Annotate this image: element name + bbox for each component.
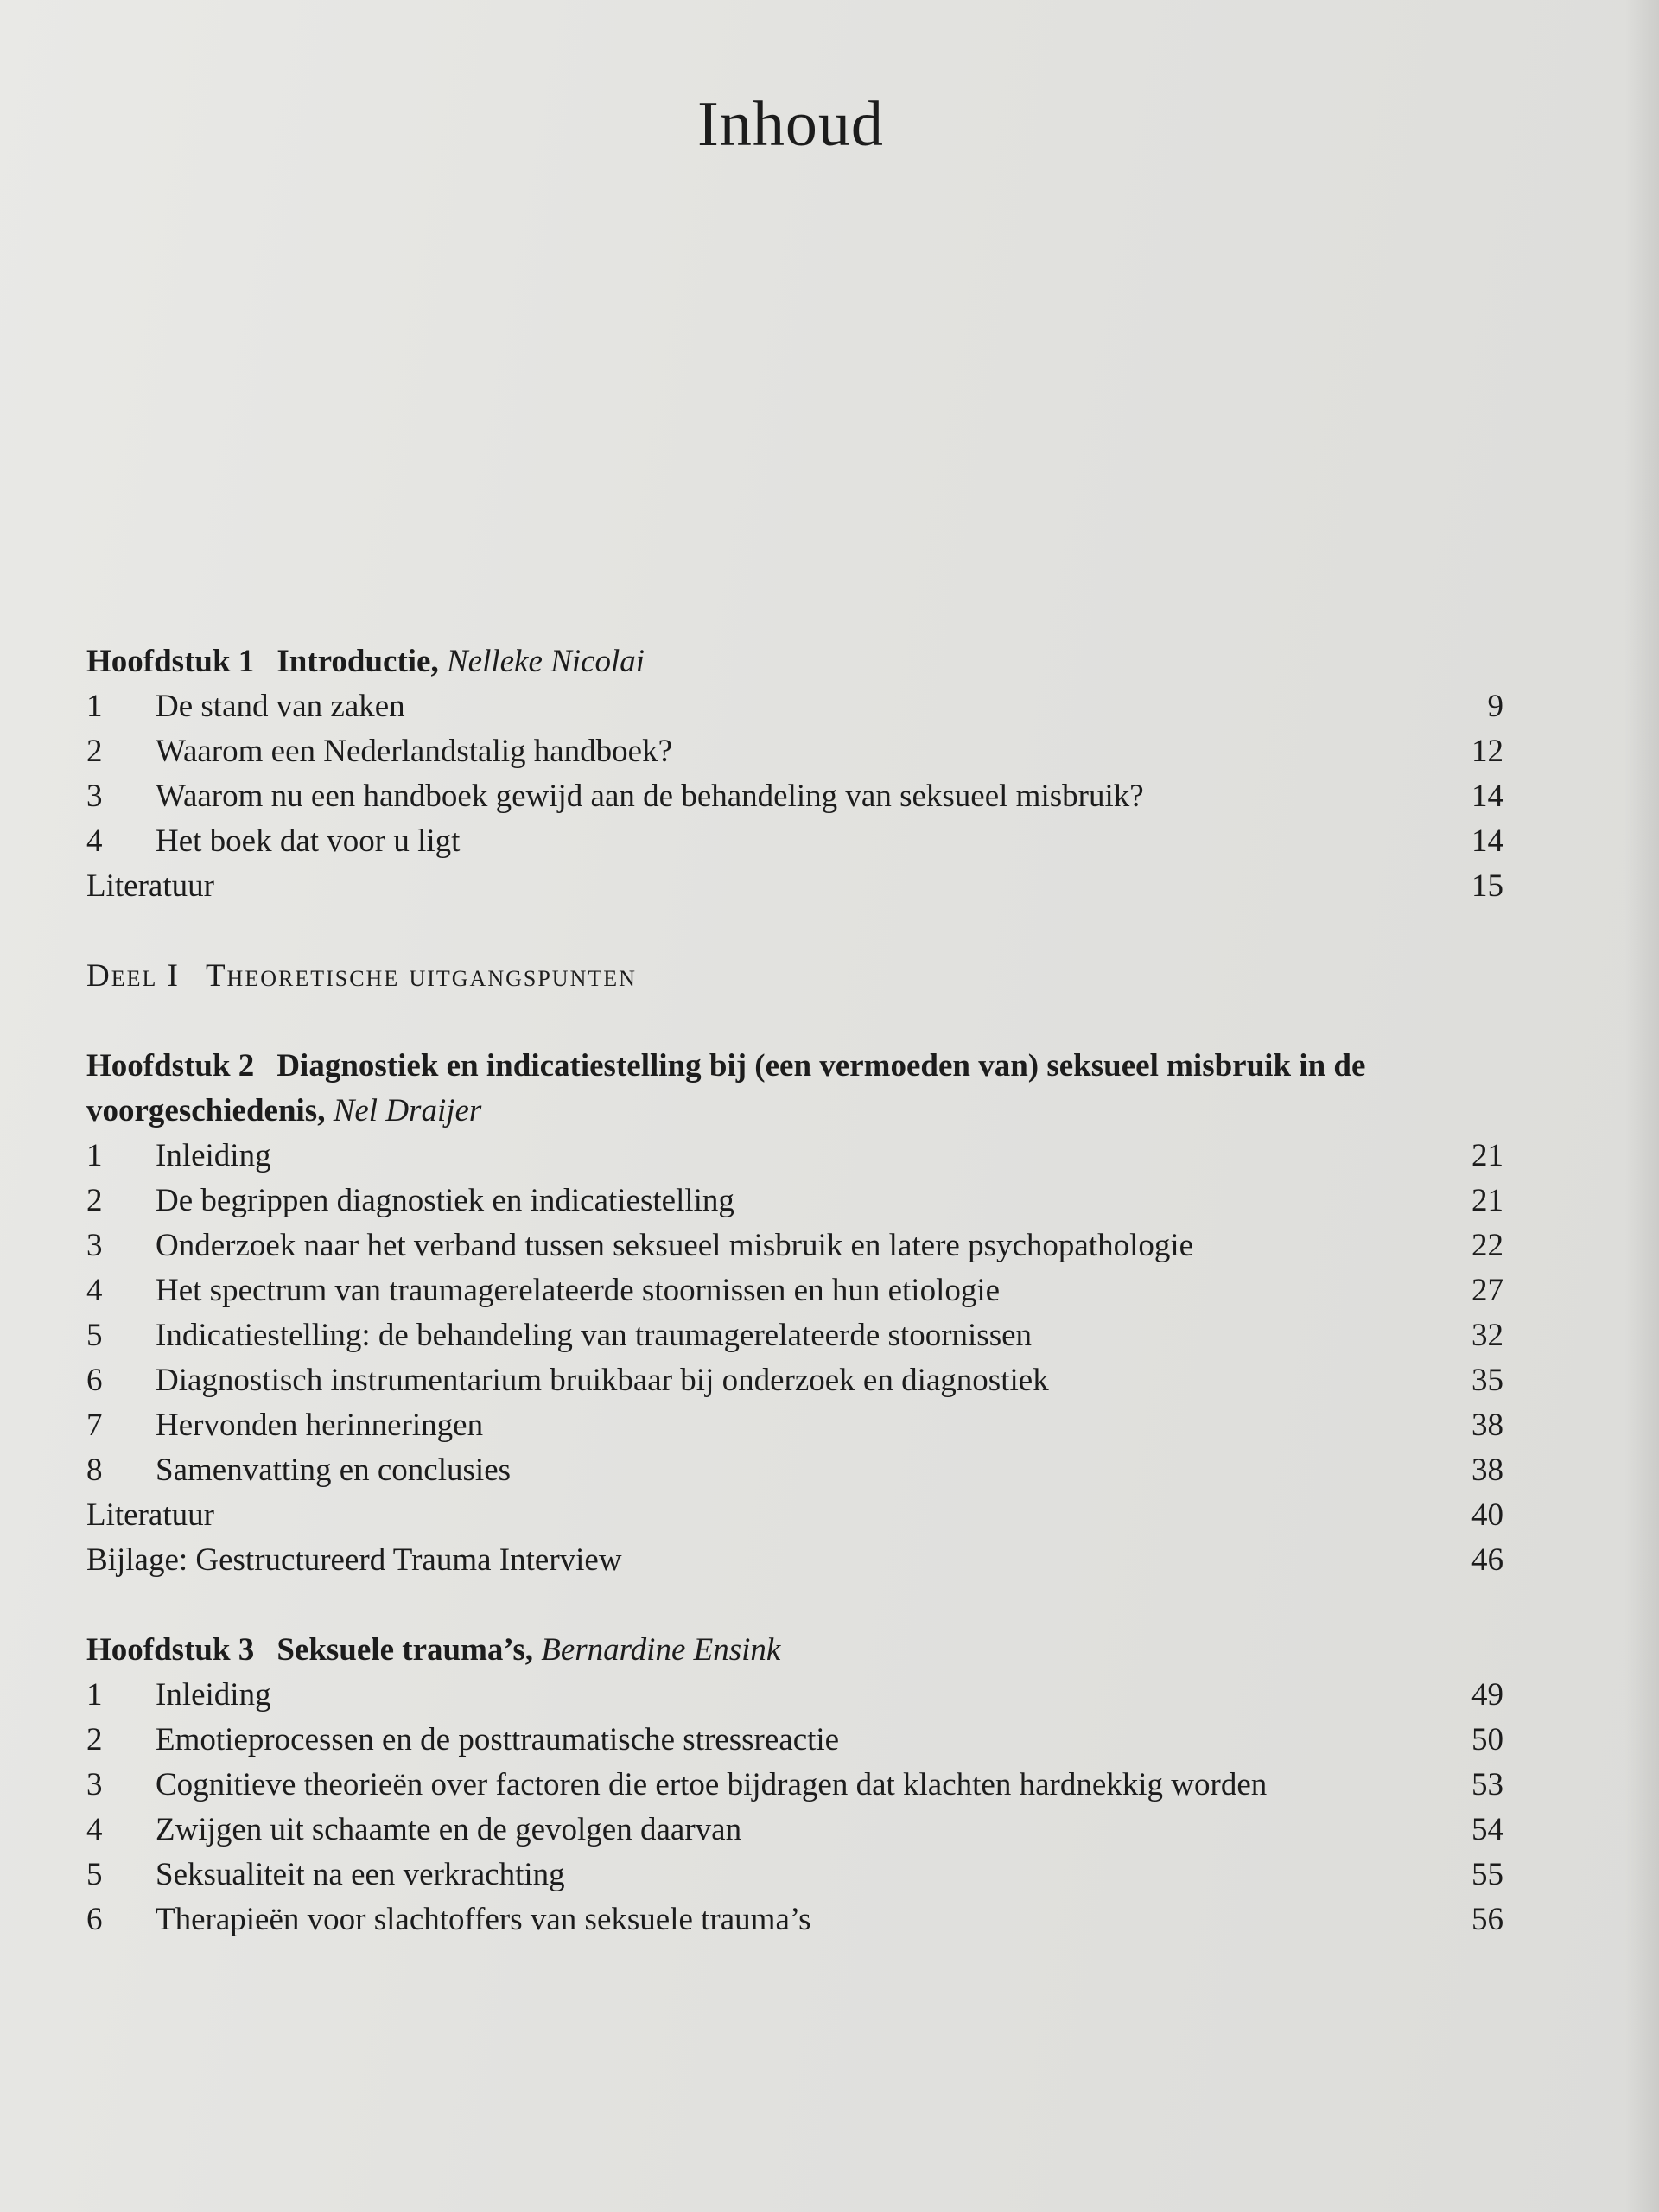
entry-title: De begrippen diagnostiek en indicatiestelling bbox=[156, 1183, 734, 1218]
toc-entry[interactable] bbox=[86, 1718, 1503, 1763]
entry-title: Waarom een Nederlandstalig handboek? bbox=[156, 734, 673, 769]
entry-title: De stand van zaken bbox=[156, 689, 405, 724]
entry-number: 6 bbox=[86, 1363, 103, 1398]
entry-page: 21 bbox=[1471, 1183, 1503, 1218]
entry-title: Diagnostisch instrumentarium bruikbaar bij onderzoek en diagnostiek bbox=[156, 1363, 1049, 1398]
page-title: Inhoud bbox=[697, 88, 884, 160]
entry-page: 50 bbox=[1471, 1722, 1503, 1758]
toc-entry[interactable] bbox=[86, 1224, 1503, 1268]
chapter-3-heading bbox=[86, 1628, 1503, 1673]
chapter-label: Hoofdstuk 1 bbox=[86, 644, 255, 679]
entry-number: 4 bbox=[86, 1812, 103, 1847]
entry-title: Indicatiestelling: de behandeling van traumagerelateerde stoornissen bbox=[156, 1318, 1033, 1353]
entry-page: 21 bbox=[1471, 1138, 1503, 1173]
toc-entry[interactable] bbox=[86, 1448, 1503, 1493]
entry-title: Onderzoek naar het verband tussen seksueel misbruik en latere psychopathologie bbox=[156, 1228, 1194, 1263]
chapter-title: Diagnostiek en indicatiestelling bij (een vermoeden van) seksueel misbruik in de voorgeschiedenis, bbox=[86, 1048, 1366, 1128]
entry-number: 1 bbox=[86, 1677, 103, 1713]
entry-page: 12 bbox=[1471, 734, 1503, 769]
toc-entry[interactable] bbox=[86, 1134, 1503, 1179]
entry-number: 8 bbox=[86, 1452, 103, 1488]
toc-entry[interactable] bbox=[86, 1358, 1503, 1403]
entry-title: Waarom nu een handboek gewijd aan de behandeling van seksueel misbruik? bbox=[156, 779, 1144, 814]
entry-page: 15 bbox=[1471, 868, 1503, 904]
entry-title: Cognitieve theorieën over factoren die ertoe bijdragen dat klachten hardnekkig worden bbox=[156, 1767, 1268, 1802]
entry-number: 4 bbox=[86, 1273, 103, 1308]
toc-entry[interactable] bbox=[86, 684, 1503, 729]
part-title: Theoretische uitgangspunten bbox=[205, 958, 637, 994]
entry-page: 54 bbox=[1471, 1812, 1503, 1847]
entry-title: Samenvatting en conclusies bbox=[156, 1452, 512, 1488]
part-heading bbox=[86, 954, 1503, 999]
entry-number: 7 bbox=[86, 1408, 103, 1443]
entry-title: Het spectrum van traumagerelateerde stoornissen en hun etiologie bbox=[156, 1273, 1001, 1308]
page-edge-shadow bbox=[1624, 0, 1659, 2212]
entry-page: 14 bbox=[1471, 779, 1503, 814]
toc-entry[interactable] bbox=[86, 1313, 1503, 1358]
toc-entry[interactable] bbox=[86, 774, 1503, 819]
entry-title: Seksualiteit na een verkrachting bbox=[156, 1857, 565, 1892]
table-of-contents bbox=[86, 639, 1503, 1942]
entry-title: Inleiding bbox=[156, 1677, 271, 1713]
chapter-author: Nelleke Nicolai bbox=[446, 644, 645, 679]
entry-page: 9 bbox=[1487, 689, 1503, 724]
entry-title: Hervonden herinneringen bbox=[156, 1408, 484, 1443]
entry-number: 4 bbox=[86, 823, 103, 859]
entry-page: 27 bbox=[1471, 1273, 1503, 1308]
toc-entry[interactable] bbox=[86, 1808, 1503, 1853]
entry-page: 35 bbox=[1471, 1363, 1503, 1398]
entry-page: 38 bbox=[1471, 1452, 1503, 1488]
part-label: Deel I bbox=[86, 958, 180, 994]
entry-title: Zwijgen uit schaamte en de gevolgen daarvan bbox=[156, 1812, 742, 1847]
entry-number: 2 bbox=[86, 1183, 103, 1218]
entry-title: Emotieprocessen en de posttraumatische stressreactie bbox=[156, 1722, 840, 1758]
entry-number: 1 bbox=[86, 689, 103, 724]
chapter-label: Hoofdstuk 3 bbox=[86, 1632, 255, 1668]
entry-number: 3 bbox=[86, 779, 103, 814]
entry-number: 5 bbox=[86, 1857, 103, 1892]
entry-number: 3 bbox=[86, 1228, 103, 1263]
chapter-1-heading bbox=[86, 639, 1503, 684]
entry-number: 2 bbox=[86, 1722, 103, 1758]
toc-entry[interactable] bbox=[86, 1179, 1503, 1224]
entry-number: 6 bbox=[86, 1902, 103, 1937]
entry-page: 32 bbox=[1471, 1318, 1503, 1353]
toc-entry-appendix[interactable] bbox=[86, 1538, 1503, 1583]
toc-entry[interactable] bbox=[86, 1897, 1503, 1942]
entry-page: 46 bbox=[1471, 1542, 1503, 1578]
entry-page: 49 bbox=[1471, 1677, 1503, 1713]
entry-number: 3 bbox=[86, 1767, 103, 1802]
entry-page: 56 bbox=[1471, 1902, 1503, 1937]
entry-title: Bijlage: Gestructureerd Trauma Interview bbox=[86, 1542, 622, 1578]
toc-entry-literature[interactable] bbox=[86, 1493, 1503, 1538]
toc-entry[interactable] bbox=[86, 1403, 1503, 1448]
entry-title: Therapieën voor slachtoffers van seksuele trauma’s bbox=[156, 1902, 811, 1937]
toc-entry[interactable] bbox=[86, 1673, 1503, 1718]
toc-entry[interactable] bbox=[86, 1268, 1503, 1313]
chapter-author: Bernardine Ensink bbox=[541, 1632, 781, 1668]
entry-page: 14 bbox=[1471, 823, 1503, 859]
entry-number: 5 bbox=[86, 1318, 103, 1353]
toc-entry[interactable] bbox=[86, 819, 1503, 864]
entry-title: Literatuur bbox=[86, 868, 214, 904]
toc-entry-literature[interactable] bbox=[86, 864, 1503, 909]
entry-number: 2 bbox=[86, 734, 103, 769]
toc-entry[interactable] bbox=[86, 1853, 1503, 1897]
entry-title: Inleiding bbox=[156, 1138, 271, 1173]
entry-page: 22 bbox=[1471, 1228, 1503, 1263]
entry-page: 38 bbox=[1471, 1408, 1503, 1443]
entry-page: 40 bbox=[1471, 1497, 1503, 1533]
toc-entry[interactable] bbox=[86, 729, 1503, 774]
chapter-title: Introductie, bbox=[276, 644, 439, 679]
chapter-label: Hoofdstuk 2 bbox=[86, 1048, 255, 1084]
entry-number: 1 bbox=[86, 1138, 103, 1173]
entry-page: 53 bbox=[1471, 1767, 1503, 1802]
chapter-author: Nel Draijer bbox=[333, 1093, 482, 1128]
entry-page: 55 bbox=[1471, 1857, 1503, 1892]
toc-entry[interactable] bbox=[86, 1763, 1503, 1808]
chapter-title: Seksuele trauma’s, bbox=[276, 1632, 533, 1668]
entry-title: Literatuur bbox=[86, 1497, 214, 1533]
chapter-2-heading bbox=[86, 1044, 1503, 1134]
entry-title: Het boek dat voor u ligt bbox=[156, 823, 461, 859]
